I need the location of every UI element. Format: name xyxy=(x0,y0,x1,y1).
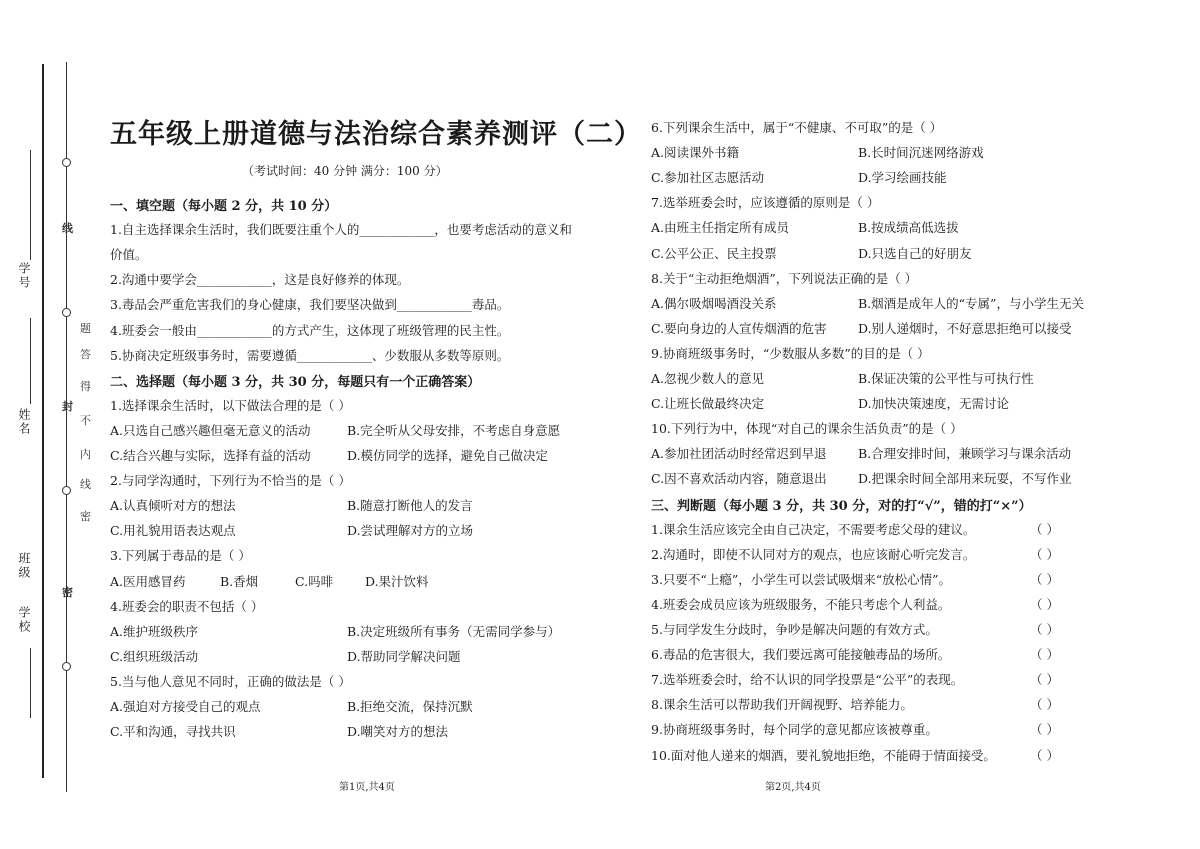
school-underline xyxy=(30,648,31,718)
option-text: A.强迫对方接受自己的观点 xyxy=(110,699,261,714)
option-text: B.香烟 xyxy=(220,573,259,589)
option-text: C.公平公正、民主投票 xyxy=(651,245,777,261)
section-heading: 一、填空题（每小题 2 分，共 10 分） xyxy=(110,199,338,214)
option-text: C.组织班级活动 xyxy=(110,648,199,664)
answer-parentheses: （ ） xyxy=(1030,722,1059,738)
question-line: 8.课余生活可以帮助我们开阔视野、培养能力。 xyxy=(651,697,913,713)
question-line: 6.毒品的危害很大，我们要远离可能接触毒品的场所。 xyxy=(651,647,951,663)
question-line: 1.选择课余生活时，以下做法合理的是（ ） xyxy=(110,397,351,413)
option-text: D.帮助同学解决问题 xyxy=(347,648,461,664)
seal-char: 内 xyxy=(80,448,91,461)
page-footer-right: 第2页,共4页 xyxy=(765,782,821,793)
section-heading: 三、判断题（每小题 3 分，共 30 分，对的打“√”，错的打“×”） xyxy=(651,498,1032,514)
option-text: A.医用感冒药 xyxy=(110,573,186,589)
answer-parentheses: （ ） xyxy=(1030,622,1059,637)
seal-char: 线 xyxy=(62,222,73,235)
option-text: B.按成绩高低选拔 xyxy=(858,220,959,236)
question-line: 3.下列属于毒品的是（ ） xyxy=(110,548,251,564)
option-text: D.把课余时间全部用来玩耍，不写作业 xyxy=(858,471,1072,487)
option-text: C.结合兴趣与实际，选择有益的活动 xyxy=(110,448,311,463)
exam-info: （考试时间：40 分钟 满分：100 分） xyxy=(242,164,448,178)
option-text: A.只选自己感兴趣但毫无意义的活动 xyxy=(110,422,311,438)
seal-char: 题 xyxy=(80,322,91,335)
margin-border-line xyxy=(42,64,44,778)
option-text: A.阅读课外书籍 xyxy=(651,145,740,161)
option-text: D.果汁饮料 xyxy=(365,573,429,589)
option-text: C.平和沟通，寻找共识 xyxy=(110,724,236,740)
seal-circle xyxy=(62,158,71,167)
option-text: B.合理安排时间，兼顾学习与课余活动 xyxy=(858,446,1072,462)
question-line: 1.自主选择课余生活时，我们既要注重个人的____________，也要考虑活动的意义和 xyxy=(110,222,572,238)
option-text: C.要向身边的人宣传烟酒的危害 xyxy=(651,320,827,336)
seal-char: 线 xyxy=(80,478,91,491)
seal-circle xyxy=(62,486,71,495)
option-text: B.随意打断他人的发言 xyxy=(347,498,473,514)
seal-circle xyxy=(62,308,71,317)
question-line: 10.面对他人递来的烟酒，要礼貌地拒绝，不能碍于情面接受。 xyxy=(651,747,996,763)
option-text: B.完全听从父母安排，不考虑自身意愿 xyxy=(347,422,561,438)
question-line: 5.与同学发生分歧时，争吵是解决问题的有效方式。 xyxy=(651,622,938,637)
question-line: 6.下列课余生活中，属于“不健康、不可取”的是（ ） xyxy=(651,120,943,135)
student-id-underline xyxy=(30,150,31,260)
option-text: C.吗啡 xyxy=(295,573,334,589)
answer-parentheses: （ ） xyxy=(1030,747,1059,763)
question-line: 4.班委会的职责不包括（ ） xyxy=(110,598,264,614)
school-label: 学校 xyxy=(17,606,31,634)
question-line: 3.只要不“上瘾”，小学生可以尝试吸烟来“放松心情”。 xyxy=(651,571,951,587)
question-line: 10.下列行为中，体现“对自己的课余生活负责”的是（ ） xyxy=(651,421,963,437)
option-text: A.偶尔吸烟喝酒没关系 xyxy=(651,295,777,311)
answer-parentheses: （ ） xyxy=(1030,571,1059,587)
question-line: 价值。 xyxy=(110,247,148,263)
option-text: D.学习绘画技能 xyxy=(858,170,947,186)
question-line: 4.班委会一般由____________的方式产生，这体现了班级管理的民主性。 xyxy=(110,322,510,338)
option-text: B.长时间沉迷网络游戏 xyxy=(858,145,984,161)
seal-char: 密 xyxy=(80,510,91,523)
option-text: D.尝试理解对方的立场 xyxy=(347,523,474,539)
option-text: B.烟酒是成年人的“专属”，与小学生无关 xyxy=(858,295,1084,311)
option-text: C.参加社区志愿活动 xyxy=(651,170,765,186)
option-text: A.维护班级秩序 xyxy=(110,623,199,639)
answer-parentheses: （ ） xyxy=(1030,546,1059,562)
answer-parentheses: （ ） xyxy=(1030,697,1059,713)
question-line: 9.协商班级事务时，每个同学的意见都应该被尊重。 xyxy=(651,722,938,738)
seal-char: 密 xyxy=(62,586,73,599)
question-line: 2.沟通中要学会____________，这是良好修养的体现。 xyxy=(110,272,410,288)
option-text: D.只选自己的好朋友 xyxy=(858,245,972,261)
page-title: 五年级上册道德与法治综合素养测评（二） xyxy=(110,119,642,150)
option-text: C.因不喜欢活动内容，随意退出 xyxy=(651,471,827,487)
option-text: D.模仿同学的选择，避免自己做决定 xyxy=(347,448,549,463)
question-line: 9.协商班级事务时，“少数服从多数”的目的是（ ） xyxy=(651,345,930,361)
option-text: D.嘲笑对方的想法 xyxy=(347,724,449,740)
question-line: 5.协商决定班级事务时，需要遵循____________、少数服从多数等原则。 xyxy=(110,347,510,363)
seal-char: 不 xyxy=(80,414,91,427)
option-text: A.由班主任指定所有成员 xyxy=(651,220,790,236)
question-line: 4.班委会成员应该为班级服务，不能只考虑个人利益。 xyxy=(651,596,951,612)
student-id-label: 学号 xyxy=(17,262,31,290)
seal-line xyxy=(66,62,67,792)
question-line: 8.关于“主动拒绝烟酒”，下列说法正确的是（ ） xyxy=(651,270,918,286)
question-line: 7.选举班委会时，给不认识的同学投票是“公平”的表现。 xyxy=(651,672,964,688)
class-label: 班级 xyxy=(17,552,31,580)
option-text: B.拒绝交流，保持沉默 xyxy=(347,699,473,714)
option-text: A.忽视少数人的意见 xyxy=(651,371,765,386)
page-footer-left: 第1页,共4页 xyxy=(339,782,395,793)
seal-circle xyxy=(62,662,71,671)
student-name-label: 姓名 xyxy=(17,408,31,436)
question-line: 5.当与他人意见不同时，正确的做法是（ ） xyxy=(110,673,351,689)
section-heading: 二、选择题（每小题 3 分，共 30 分，每题只有一个正确答案） xyxy=(110,374,481,390)
option-text: D.加快决策速度，无需讨论 xyxy=(858,396,1010,412)
option-text: B.保证决策的公平性与可执行性 xyxy=(858,371,1034,386)
answer-parentheses: （ ） xyxy=(1030,672,1059,688)
option-text: A.参加社团活动时经常迟到早退 xyxy=(651,446,827,462)
seal-char: 答 xyxy=(80,348,91,361)
answer-parentheses: （ ） xyxy=(1030,521,1059,537)
student-name-underline xyxy=(30,318,31,404)
option-text: D.别人递烟时，不好意思拒绝可以接受 xyxy=(858,320,1072,336)
option-text: C.用礼貌用语表达观点 xyxy=(110,523,236,539)
question-line: 3.毒品会严重危害我们的身心健康，我们要坚决做到____________毒品。 xyxy=(110,297,510,313)
seal-char: 得 xyxy=(80,380,91,393)
option-text: C.让班长做最终决定 xyxy=(651,396,765,412)
question-line: 2.与同学沟通时，下列行为不恰当的是（ ） xyxy=(110,473,351,489)
seal-char: 封 xyxy=(62,400,73,413)
question-line: 2.沟通时，即使不认同对方的观点，也应该耐心听完发言。 xyxy=(651,546,976,562)
question-line: 7.选举班委会时，应该遵循的原则是（ ） xyxy=(651,195,880,211)
option-text: B.决定班级所有事务（无需同学参与） xyxy=(347,623,561,639)
option-text: A.认真倾听对方的想法 xyxy=(110,498,236,514)
answer-parentheses: （ ） xyxy=(1030,647,1059,663)
question-line: 1.课余生活应该完全由自己决定，不需要考虑父母的建议。 xyxy=(651,521,976,537)
answer-parentheses: （ ） xyxy=(1030,596,1059,612)
